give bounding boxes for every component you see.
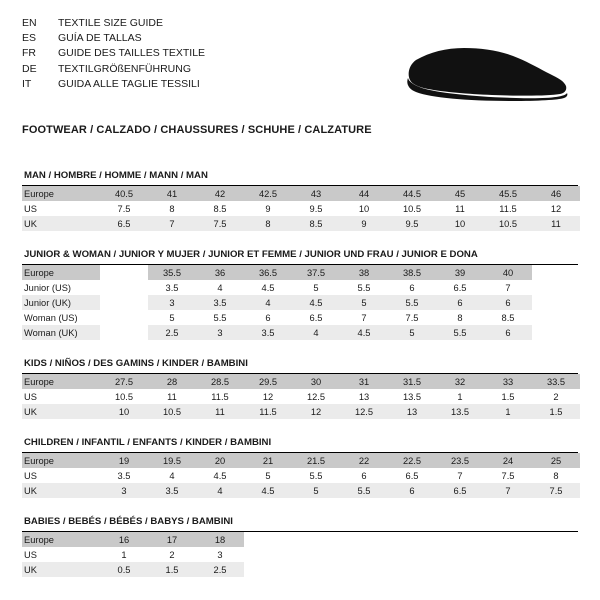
size-cell: 4	[196, 280, 244, 295]
size-cell: 4	[196, 483, 244, 498]
table-row	[22, 310, 580, 325]
size-cell: 28	[148, 374, 196, 389]
size-cell: 3	[100, 483, 148, 498]
size-group	[22, 170, 578, 231]
size-cell: 5	[244, 468, 292, 483]
size-cell: 44.5	[388, 186, 436, 201]
size-cell: 32	[436, 374, 484, 389]
size-cell: 6.5	[388, 468, 436, 483]
size-cell: 3	[196, 325, 244, 340]
size-cell: 1	[436, 389, 484, 404]
size-cell: 2.5	[196, 562, 244, 577]
size-cell: 8	[436, 310, 484, 325]
size-cell: 1.5	[532, 404, 580, 419]
size-cell: 1.5	[148, 562, 196, 577]
size-cell: 8	[148, 201, 196, 216]
size-cell: 5	[292, 483, 340, 498]
size-group	[22, 516, 578, 577]
table-row	[22, 374, 580, 389]
size-cell: 6.5	[292, 310, 340, 325]
size-group	[22, 437, 578, 498]
size-cell	[532, 562, 580, 577]
size-cell: 6.5	[436, 280, 484, 295]
row-label: Europe	[22, 186, 100, 201]
size-cell: 5.5	[388, 295, 436, 310]
size-cell	[340, 547, 388, 562]
size-group-title: KIDS / NIÑOS / DES GAMINS / KINDER / BAMBINI	[22, 358, 578, 374]
size-cell: 3.5	[100, 468, 148, 483]
table-row	[22, 201, 580, 216]
size-cell	[244, 532, 292, 547]
size-cell: 23.5	[436, 453, 484, 468]
size-cell	[388, 532, 436, 547]
table-row	[22, 295, 580, 310]
size-cell	[532, 547, 580, 562]
size-cell: 6	[388, 483, 436, 498]
size-cell: 11.5	[196, 389, 244, 404]
table-row	[22, 325, 580, 340]
size-cell: 46	[532, 186, 580, 201]
size-cell: 11	[436, 201, 484, 216]
size-cell: 8	[244, 216, 292, 231]
size-cell: 4	[244, 295, 292, 310]
size-cell	[532, 280, 580, 295]
size-group	[22, 358, 578, 419]
language-title: GUIDA ALLE TAGLIE TESSILI	[58, 77, 200, 90]
row-label: UK	[22, 404, 100, 419]
size-cell: 12	[244, 389, 292, 404]
size-cell: 11.5	[244, 404, 292, 419]
size-cell: 17	[148, 532, 196, 547]
language-code: IT	[22, 77, 32, 90]
size-cell: 40	[484, 265, 532, 280]
size-cell	[532, 265, 580, 280]
size-cell: 4.5	[292, 295, 340, 310]
size-cell: 39	[436, 265, 484, 280]
size-cell: 45	[436, 186, 484, 201]
size-cell: 1	[100, 547, 148, 562]
size-cell: 9	[244, 201, 292, 216]
size-cell: 9.5	[388, 216, 436, 231]
size-cell: 4.5	[244, 483, 292, 498]
size-cell: 4	[148, 468, 196, 483]
size-cell: 31.5	[388, 374, 436, 389]
size-cell	[436, 562, 484, 577]
size-tables-container	[22, 170, 578, 577]
table-row	[22, 532, 580, 547]
size-cell	[292, 562, 340, 577]
size-cell: 7	[484, 280, 532, 295]
row-label: US	[22, 389, 100, 404]
size-cell: 10.5	[388, 201, 436, 216]
size-cell: 43	[292, 186, 340, 201]
size-table	[22, 532, 580, 577]
size-cell	[388, 562, 436, 577]
size-cell: 3.5	[148, 483, 196, 498]
row-label: Europe	[22, 453, 100, 468]
size-cell: 6.5	[436, 483, 484, 498]
table-row	[22, 389, 580, 404]
size-table	[22, 186, 580, 231]
size-cell: 24	[484, 453, 532, 468]
size-group-title: BABIES / BEBÉS / BÉBÉS / BABYS / BAMBINI	[22, 516, 578, 532]
size-cell: 35.5	[148, 265, 196, 280]
size-cell: 7.5	[100, 201, 148, 216]
size-cell: 6	[388, 280, 436, 295]
size-cell: 13	[340, 389, 388, 404]
size-cell: 6	[484, 325, 532, 340]
size-cell	[436, 532, 484, 547]
size-cell	[532, 295, 580, 310]
size-cell: 16	[100, 532, 148, 547]
dress-shoe-icon	[372, 38, 568, 108]
size-cell: 6	[436, 295, 484, 310]
size-cell: 42	[196, 186, 244, 201]
size-cell	[292, 547, 340, 562]
size-cell	[100, 280, 148, 295]
size-cell: 7	[340, 310, 388, 325]
size-cell	[100, 325, 148, 340]
size-cell: 36.5	[244, 265, 292, 280]
size-cell: 9	[340, 216, 388, 231]
size-cell: 5	[388, 325, 436, 340]
size-cell: 6	[244, 310, 292, 325]
size-cell: 0.5	[100, 562, 148, 577]
row-label: US	[22, 547, 100, 562]
table-row	[22, 216, 580, 231]
size-cell: 37.5	[292, 265, 340, 280]
size-cell: 5	[148, 310, 196, 325]
size-group-title: MAN / HOMBRE / HOMME / MANN / MAN	[22, 170, 578, 186]
size-cell: 20	[196, 453, 244, 468]
size-cell: 7	[148, 216, 196, 231]
size-cell	[244, 547, 292, 562]
size-cell	[340, 532, 388, 547]
size-cell: 3.5	[196, 295, 244, 310]
language-title: GUÍA DE TALLAS	[58, 32, 142, 45]
size-cell: 10.5	[100, 389, 148, 404]
table-row	[22, 468, 580, 483]
table-row	[22, 562, 580, 577]
size-cell	[436, 547, 484, 562]
size-cell: 4.5	[196, 468, 244, 483]
document-header	[22, 16, 578, 108]
size-cell: 3.5	[148, 280, 196, 295]
size-cell	[532, 532, 580, 547]
size-cell: 7	[484, 483, 532, 498]
size-cell: 22.5	[388, 453, 436, 468]
size-cell: 12	[532, 201, 580, 216]
size-cell: 11	[148, 389, 196, 404]
size-cell: 18	[196, 532, 244, 547]
size-cell	[292, 532, 340, 547]
size-group-title: JUNIOR & WOMAN / JUNIOR Y MUJER / JUNIOR ET FEMME / JUNIOR UND FRAU / JUNIOR E DONA	[22, 249, 578, 265]
size-cell	[244, 562, 292, 577]
row-label: UK	[22, 216, 100, 231]
size-cell: 30	[292, 374, 340, 389]
language-code: EN	[22, 17, 37, 29]
size-cell: 5	[292, 280, 340, 295]
size-cell: 2	[532, 389, 580, 404]
row-label: UK	[22, 562, 100, 577]
size-cell	[100, 310, 148, 325]
size-cell: 3	[148, 295, 196, 310]
size-cell: 42.5	[244, 186, 292, 201]
size-cell	[484, 562, 532, 577]
size-cell: 7	[436, 468, 484, 483]
table-row	[22, 280, 580, 295]
size-cell: 38	[340, 265, 388, 280]
size-cell	[484, 547, 532, 562]
language-title: TEXTILGRÖßENFÜHRUNG	[58, 62, 192, 75]
language-title: GUIDE DES TAILLES TEXTILE	[58, 47, 206, 60]
size-cell: 11	[196, 404, 244, 419]
size-cell: 6	[484, 295, 532, 310]
size-cell: 2	[148, 547, 196, 562]
size-cell: 7.5	[196, 216, 244, 231]
size-cell: 4	[292, 325, 340, 340]
size-cell: 1	[484, 404, 532, 419]
size-group	[22, 249, 578, 340]
row-label: Woman (UK)	[22, 325, 100, 340]
row-label: Junior (US)	[22, 280, 100, 295]
table-row	[22, 453, 580, 468]
size-cell: 13	[388, 404, 436, 419]
size-cell: 19	[100, 453, 148, 468]
size-cell: 6.5	[100, 216, 148, 231]
size-table	[22, 374, 580, 419]
size-cell: 38.5	[388, 265, 436, 280]
size-cell: 22	[340, 453, 388, 468]
size-cell: 12.5	[340, 404, 388, 419]
size-cell	[100, 295, 148, 310]
language-title: TEXTILE SIZE GUIDE	[58, 17, 164, 29]
footwear-heading: FOOTWEAR / CALZADO / CHAUSSURES / SCHUHE / CALZATURE	[22, 124, 372, 136]
size-cell: 5.5	[340, 280, 388, 295]
size-cell: 1.5	[484, 389, 532, 404]
size-cell: 3.5	[244, 325, 292, 340]
size-cell: 7.5	[484, 468, 532, 483]
size-cell	[100, 265, 148, 280]
row-label: US	[22, 201, 100, 216]
size-cell: 40.5	[100, 186, 148, 201]
row-label: UK	[22, 483, 100, 498]
table-row	[22, 483, 580, 498]
table-row	[22, 404, 580, 419]
size-cell: 7.5	[532, 483, 580, 498]
size-cell: 13.5	[388, 389, 436, 404]
row-label: Woman (US)	[22, 310, 100, 325]
size-cell: 5.5	[292, 468, 340, 483]
size-cell: 25	[532, 453, 580, 468]
size-table	[22, 265, 580, 340]
size-cell: 4.5	[244, 280, 292, 295]
row-label: Europe	[22, 532, 100, 547]
size-cell: 12.5	[292, 389, 340, 404]
size-cell	[532, 310, 580, 325]
language-code: ES	[22, 32, 37, 45]
size-cell: 8.5	[484, 310, 532, 325]
size-table	[22, 453, 580, 498]
size-cell: 5	[340, 295, 388, 310]
size-cell: 21.5	[292, 453, 340, 468]
size-cell: 29.5	[244, 374, 292, 389]
size-cell: 9.5	[292, 201, 340, 216]
size-cell	[484, 532, 532, 547]
size-cell: 8.5	[292, 216, 340, 231]
size-cell: 8.5	[196, 201, 244, 216]
size-cell: 10	[436, 216, 484, 231]
size-cell: 41	[148, 186, 196, 201]
size-cell	[340, 562, 388, 577]
row-label: Junior (UK)	[22, 295, 100, 310]
size-cell: 19.5	[148, 453, 196, 468]
size-cell: 5.5	[436, 325, 484, 340]
size-cell: 2.5	[148, 325, 196, 340]
row-label: Europe	[22, 265, 100, 280]
row-label: Europe	[22, 374, 100, 389]
size-cell: 33	[484, 374, 532, 389]
table-row	[22, 265, 580, 280]
size-cell: 10.5	[484, 216, 532, 231]
size-cell: 4.5	[340, 325, 388, 340]
size-cell: 10	[340, 201, 388, 216]
size-cell: 10.5	[148, 404, 196, 419]
size-cell: 11.5	[484, 201, 532, 216]
size-cell: 27.5	[100, 374, 148, 389]
language-code: DE	[22, 62, 37, 75]
language-row	[22, 16, 578, 31]
size-cell	[388, 547, 436, 562]
size-cell: 45.5	[484, 186, 532, 201]
size-cell: 36	[196, 265, 244, 280]
size-cell: 13.5	[436, 404, 484, 419]
size-cell	[532, 325, 580, 340]
size-group-title: CHILDREN / INFANTIL / ENFANTS / KINDER / BAMBINI	[22, 437, 578, 453]
size-cell: 6	[340, 468, 388, 483]
language-code: FR	[22, 47, 36, 60]
row-label: US	[22, 468, 100, 483]
table-row	[22, 186, 580, 201]
size-cell: 12	[292, 404, 340, 419]
size-cell: 33.5	[532, 374, 580, 389]
size-cell: 44	[340, 186, 388, 201]
size-cell: 5.5	[196, 310, 244, 325]
size-cell: 11	[532, 216, 580, 231]
size-cell: 28.5	[196, 374, 244, 389]
size-cell: 5.5	[340, 483, 388, 498]
size-cell: 21	[244, 453, 292, 468]
size-cell: 3	[196, 547, 244, 562]
size-cell: 10	[100, 404, 148, 419]
size-cell: 8	[532, 468, 580, 483]
table-row	[22, 547, 580, 562]
size-cell: 7.5	[388, 310, 436, 325]
size-cell: 31	[340, 374, 388, 389]
